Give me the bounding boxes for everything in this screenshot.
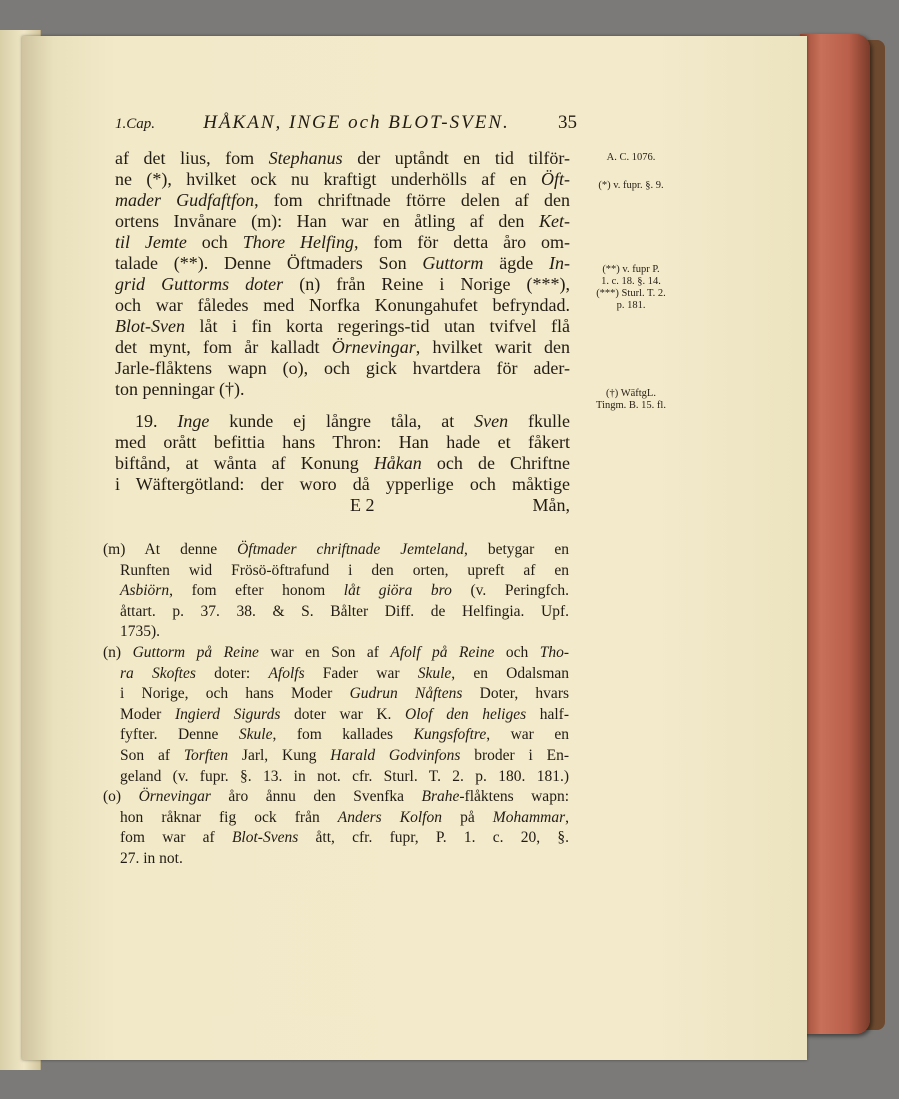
text-span: med orått befittia hans Thron: Han hade et fåkert: [115, 432, 570, 452]
text-span: , hvilket warit den: [415, 337, 571, 357]
margin-note-line: (***) Sturl. T. 2.: [596, 288, 666, 299]
text-span: Moder: [120, 705, 175, 723]
footnote-line: [103, 622, 569, 643]
text-span: kunde ej långre tåla, at: [209, 411, 475, 431]
footnote-line: [103, 602, 569, 623]
italic-text: Örnevingar: [331, 337, 416, 357]
margin-note-line: (**) v. fupr P.: [602, 264, 660, 275]
italic-text: Torften: [183, 746, 229, 764]
margin-note: [576, 180, 686, 192]
italic-text: Mohammar: [492, 808, 566, 826]
text-span: och war fåledes med Norfka Konungahufet befryndad.: [115, 295, 570, 315]
italic-text: Gudrun Nåftens: [349, 685, 463, 703]
italic-text: Blot-Svens: [231, 829, 299, 847]
body-line: [115, 211, 570, 232]
text-span: Jarl, Kung: [228, 746, 331, 764]
body-line: [115, 432, 570, 453]
text-span: 19.: [135, 411, 178, 431]
italic-text: Ingierd Sigurds: [174, 705, 281, 723]
text-span: doter war K.: [280, 705, 406, 723]
text-span: och de Chriftne: [421, 453, 570, 473]
text-span: broder i En-: [460, 746, 570, 764]
italic-text: Guttorm på Reine: [132, 643, 259, 661]
footnote-line: [103, 643, 569, 664]
italic-text: Anders Kolfon: [337, 808, 442, 826]
footnote-line: [103, 828, 569, 849]
margin-note-line: Tingm. B. 15. fl.: [596, 400, 666, 411]
text-span: geland (v. fupr. §. 13. in not. cfr. Sturl. T. 2. p. 180. 181.): [120, 767, 569, 785]
margin-note-line: p. 181.: [616, 300, 646, 311]
catchword: Mån,: [532, 495, 570, 515]
text-span: och: [186, 232, 243, 252]
text-span: Son af: [120, 746, 184, 764]
text-span: ägde: [483, 253, 549, 273]
text-span: -flåktens wapn:: [459, 788, 569, 806]
text-span: låt i fin korta regerings-tid utan tvifvel flå: [184, 316, 570, 336]
footnote-line: [103, 746, 569, 767]
italic-text: Skule: [238, 726, 273, 744]
text-span: biftånd, at wånta af Konung: [115, 453, 374, 473]
text-span: 27. in not.: [120, 849, 183, 867]
signature-mark: E 2: [350, 495, 375, 515]
margin-note: [576, 264, 686, 312]
text-span: Runften wid Frösö-öftrafund i den orten, upreft af en: [120, 561, 569, 579]
italic-text: Olof den heliges: [405, 705, 527, 723]
italic-text: grid Guttorms doter: [115, 274, 284, 294]
margin-note-line: (†) WäftgL.: [606, 388, 656, 399]
footnote-line: [103, 684, 569, 705]
text-span: , en Odalsman: [451, 664, 570, 682]
italic-text: Kungsfoftre: [413, 726, 487, 744]
italic-text: In-: [549, 253, 570, 273]
text-span: , betygar en: [463, 541, 569, 558]
italic-text: låt giöra bro: [343, 582, 452, 600]
page-number: 35: [558, 112, 577, 133]
body-line: [115, 453, 570, 474]
text-span: , fom efter honom: [169, 582, 344, 600]
footnote-line: [103, 725, 569, 746]
text-span: fkulle: [508, 411, 570, 431]
italic-text: Sven: [474, 411, 509, 431]
italic-text: Ket-: [539, 211, 570, 231]
text-span: åttart. p. 37. 38. & S. Bålter Diff. de Helfingia. Upf.: [120, 602, 569, 620]
body-text: [115, 148, 570, 516]
text-span: fom war af: [120, 829, 232, 847]
text-span: Doter, hvars: [462, 685, 570, 703]
body-line: [115, 148, 570, 169]
italic-text: Brahe: [421, 788, 460, 806]
footnote-line: [103, 808, 569, 829]
text-span: , fom för detta åro om-: [353, 232, 570, 252]
italic-text: Guttorm: [422, 253, 484, 273]
body-line: [115, 295, 570, 316]
italic-text: Tho-: [539, 643, 569, 661]
margin-note: [576, 388, 686, 412]
margin-note: [576, 152, 686, 164]
italic-text: mader Gudfaftfon: [115, 190, 255, 210]
text-span: , fom kallades: [272, 726, 414, 744]
body-line: [115, 274, 570, 295]
running-header: [115, 112, 577, 136]
text-span: i Norige, och hans Moder: [120, 685, 350, 703]
footnote-line: [103, 581, 569, 602]
text-span: ton penningar (†).: [115, 379, 245, 399]
text-span: (n): [103, 643, 133, 661]
footnote-line: [103, 561, 569, 582]
footnote-line: [103, 787, 569, 808]
text-span: 1735).: [120, 623, 161, 641]
text-span: på: [441, 808, 493, 826]
margin-note-line: 1. c. 18. §. 14.: [601, 276, 661, 287]
margin-note-line: A. C. 1076.: [606, 152, 656, 163]
chapter-label: 1.Cap.: [115, 116, 156, 132]
text-span: war en Son af: [258, 643, 391, 661]
body-line: [115, 337, 570, 358]
footnotes: [103, 540, 569, 870]
text-span: åro ånnu den Svenfka: [210, 788, 422, 806]
text-span: hon råknar fig ock från: [120, 808, 338, 826]
footnote-line: [103, 705, 569, 726]
text-span: doter:: [195, 664, 269, 682]
text-span: i Wäftergötland: der woro då ypperlige och måktige: [115, 474, 570, 494]
text-span: (m) At denne: [103, 541, 238, 558]
italic-text: Inge: [177, 411, 210, 431]
text-span: (v. Peringfch.: [451, 582, 569, 600]
italic-text: til Jemte: [115, 232, 187, 252]
italic-text: Skule: [417, 664, 452, 682]
body-line: [115, 232, 570, 253]
italic-text: Håkan: [373, 453, 422, 473]
italic-text: Öft-: [541, 169, 570, 189]
page-fore-edge: [800, 34, 870, 1034]
italic-text: Asbiörn: [120, 582, 170, 600]
text-span: det mynt, fom år kalladt: [115, 337, 332, 357]
footnote-line: [103, 664, 569, 685]
text-span: Jarle-flåktens wapn (o), och gick hvartdera för ader-: [115, 358, 570, 378]
text-span: ortens Invånare (m): Han war en åtling af den: [115, 211, 539, 231]
body-line: [115, 474, 570, 495]
text-span: der uptåndt en tid tilför-: [342, 148, 570, 168]
italic-text: Afolfs: [268, 664, 305, 682]
text-span: ,: [565, 808, 569, 826]
text-span: fyfter. Denne: [120, 726, 239, 744]
footnote-line: [103, 849, 569, 870]
body-line: [115, 379, 570, 400]
text-span: Fader war: [304, 664, 418, 682]
text-span: ått, cfr. fupr, P. 1. c. 20, §.: [298, 829, 569, 847]
signature-line: [115, 495, 570, 516]
italic-text: Thore Helfing: [242, 232, 354, 252]
text-span: half-: [526, 705, 570, 723]
body-line: [115, 358, 570, 379]
text-span: ne (*), hvilket ock nu kraftigt underhölls af en: [115, 169, 541, 189]
body-line: [115, 253, 570, 274]
body-line: [115, 169, 570, 190]
italic-text: Stephanus: [268, 148, 343, 168]
text-span: och: [494, 643, 540, 661]
italic-text: Afolf på Reine: [390, 643, 495, 661]
text-span: (n) från Reine i Norige (***),: [283, 274, 570, 294]
body-line: [115, 316, 570, 337]
margin-note-line: (*) v. fupr. §. 9.: [598, 180, 664, 191]
running-title: HÅKAN, INGE och BLOT-SVEN.: [203, 112, 510, 133]
italic-text: Öftmader chriftnade Jemteland: [237, 541, 464, 558]
paragraph-gap: [115, 400, 570, 411]
italic-text: Örnevingar: [138, 788, 211, 806]
italic-text: Harald Godvinfons: [330, 746, 461, 764]
text-span: (o): [103, 788, 139, 806]
text-span: , fom chriftnade ftörre delen af den: [254, 190, 570, 210]
footnote-line: [103, 767, 569, 788]
text-span: , war en: [486, 726, 569, 744]
italic-text: ra Skoftes: [120, 664, 196, 682]
italic-text: Blot-Sven: [115, 316, 185, 336]
text-span: talade (**). Denne Öftmaders Son: [115, 253, 423, 273]
body-line: [115, 190, 570, 211]
text-span: af det lius, fom: [115, 148, 269, 168]
body-line: [115, 411, 570, 432]
footnote-line: [103, 540, 569, 561]
